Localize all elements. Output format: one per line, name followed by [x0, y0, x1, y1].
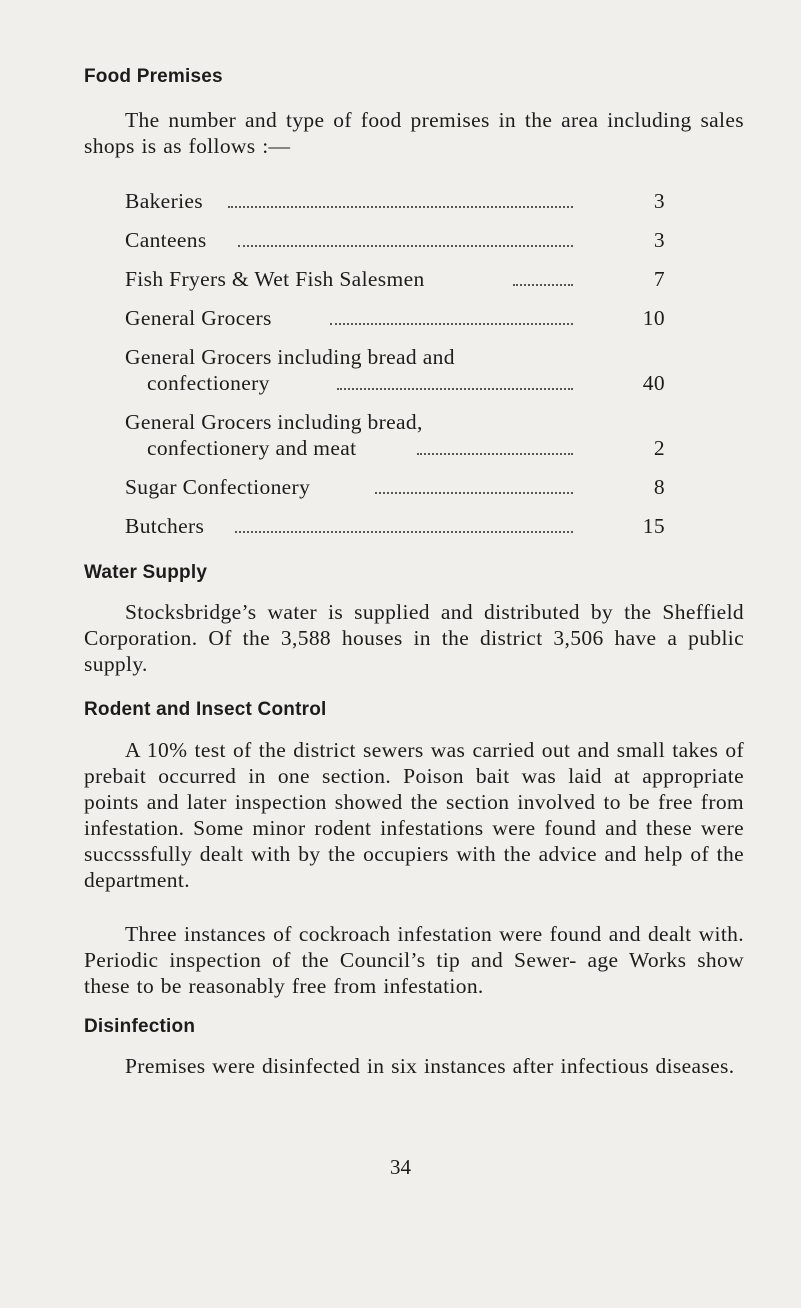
food-premises-heading: Food Premises — [84, 66, 223, 87]
item-count: 8 — [653, 475, 665, 499]
list-item-bakeries — [125, 188, 665, 214]
item-label: Fish Fryers & Wet Fish Salesmen — [125, 267, 425, 291]
item-label-line2: confectionery and meat — [147, 436, 357, 460]
item-count: 40 — [642, 371, 665, 395]
water-supply-text: Stocksbridge’s water is supplied and distributed by the Sheffield Corporation. Of the 3,588 houses in the district 3,506 have a public supply. — [84, 600, 744, 676]
list-item-butchers — [125, 513, 665, 539]
list-item-sugar-confectionery — [125, 474, 665, 500]
disinfection-text: Premises were disinfected in six instances after infectious diseases. — [125, 1054, 735, 1078]
item-count: 3 — [653, 189, 665, 213]
leader-dots — [330, 321, 573, 325]
water-supply-heading: Water Supply — [84, 562, 208, 583]
rodent-control-para1: A 10% test of the district sewers was carried out and small takes of prebait occurred in one section. Poison bait was laid at appropriate points and later inspection showed the section involved to be free from infestation. Some minor rodent infestations were found and these were succsssfully dealt with by the occupiers with the advice and help of the department. — [84, 738, 744, 892]
list-item-grocers-bread-confectionery — [125, 344, 665, 396]
item-count: 7 — [653, 267, 665, 291]
list-item-fish-fryers — [125, 266, 665, 292]
item-label: Canteens — [125, 228, 207, 252]
food-premises-intro: The number and type of food premises in the area including sales shops is as follows :— — [84, 108, 744, 158]
list-item-grocers-bread-meat — [125, 409, 665, 461]
item-label: Butchers — [125, 514, 205, 538]
item-label-line1: General Grocers including bread, — [125, 410, 423, 434]
item-label: Bakeries — [125, 189, 204, 213]
item-count: 15 — [642, 514, 665, 538]
rodent-control-heading: Rodent and Insect Control — [84, 699, 327, 720]
item-label-line2: confectionery — [147, 371, 270, 395]
leader-dots — [513, 282, 573, 286]
list-item-canteens — [125, 227, 665, 253]
item-label: General Grocers — [125, 306, 272, 330]
item-count: 2 — [653, 436, 665, 460]
leader-dots — [238, 243, 573, 247]
item-label: Sugar Confectionery — [125, 475, 311, 499]
list-item-general-grocers — [125, 305, 665, 331]
leader-dots — [235, 529, 573, 533]
item-count: 3 — [653, 228, 665, 252]
leader-dots — [375, 490, 573, 494]
item-label-line1: General Grocers including bread and — [125, 345, 455, 369]
item-count: 10 — [642, 306, 665, 330]
leader-dots — [228, 204, 573, 208]
rodent-control-para2: Three instances of cockroach infestation were found and dealt with. Periodic inspection of the Council’s tip and Sewer- age Works show these to be reasonably free from infestation. — [84, 922, 744, 998]
page-number: 34 — [390, 1155, 411, 1179]
disinfection-heading: Disinfection — [84, 1016, 196, 1037]
leader-dots — [417, 451, 573, 455]
leader-dots — [337, 386, 573, 390]
